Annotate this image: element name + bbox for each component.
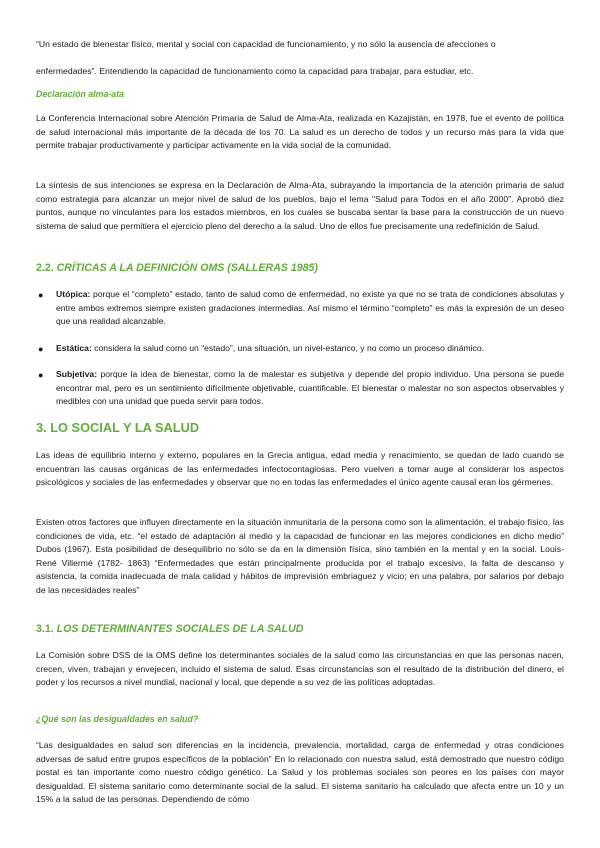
section-3-paragraph-2: Existen otros factores que influyen directamente en la situación inmunitaria de la persona como son la alimentación, el trabajo físico, las condiciones de vida, etc. “el estado de adaptación al medio y la capacidad de funcionar en las mejores condiciones en dicho medio” Dubos (1967). Esta posibilidad de desequilibrio no sólo se da en la dimensión física, sino también en la mental y en la social. Louis-René Villermé (1782- 1863) “Enfermedades que están principalmente producida por el trabajo excesivo, la falta de descanso y asistencia, la comida inadecuada de mala calidad y hábitos de imprevisión embriaguez y vicio; en una palabra, por salarios por debajo de las necesidades reales” (36, 517, 564, 595)
section-3-1-paragraph-2: “Las desigualdades en salud son diferencias en la incidencia, prevalencia, mortalidad, carga de enfermedad y otras condiciones adversas de salud entre grupos específicos de la población” En lo relacionado con nuestra salud, está demostrado que nuestro código postal es tan importante como nuestro código genético. La Salud y los problemas sociales son peores en los países con mayor desigualdad. El sistema sanitario como determinante social de la salud. El sistema sanitario ha calculado que afecta entre un 10 y un 15% a la salud de las personas. Dependiendo de cómo (36, 740, 564, 805)
section-2-2-number: 2.2. (36, 262, 54, 274)
list-item (36, 368, 564, 409)
bullet-term: Utópica: (56, 289, 91, 299)
bullet-icon: ● (38, 344, 44, 354)
section-3-1-paragraph-1: La Comisión sobre DSS de la OMS define los determinantes sociales de la salud como las circunstancias en que las personas nacen, crecen, viven, trabajan y envejecen, incluido el sistema de salud. Esas circunstancias son el resultado de la distribución del dinero, el poder y los recursos a nivel mundial, nacional y local, que depende a su vez de las políticas adoptadas. (36, 650, 564, 688)
section-3-heading: 3. LO SOCIAL Y LA SALUD (36, 420, 200, 435)
bullet-icon: ● (38, 370, 44, 380)
criticism-list (36, 288, 564, 408)
section-2-2-heading (36, 262, 564, 274)
section-3-1-title: LOS DETERMINANTES SOCIALES DE LA SALUD (56, 623, 304, 635)
who-definition-quote-line-1: “Un estado de bienestar físico, mental y social con capacidad de funcionamiento, y no sólo la ausencia de afecciones o (36, 39, 496, 49)
bullet-text: porque el “completo” estado, tanto de salud como de enfermedad, no existe ya que no se trata de condiciones absolutas y entre ambos extremos siempre existen gradaciones intermedias. Así mismo el término “completo” es más la expresión de un deseo que una realidad alcanzable. (56, 289, 564, 327)
section-2-2-title: CRÍTICAS A LA DEFINICIÓN OMS (SALLERAS 1985) (56, 262, 318, 274)
bullet-text: porque la idea de bienestar, como la de malestar es subjetiva y depende del propio individuo. Una persona se puede encontrar mal, pero es un sentimiento difícilmente objetivable, cuantificable. El bienestar o malestar no son aspectos observables y medibles con una unidad que pueda servir para todos. (56, 369, 564, 407)
list-item (36, 288, 564, 329)
section-3-paragraph-1: Las ideas de equilibrio interno y externo, populares en la Grecia antigua, edad media y renacimiento, se quedan de lado cuando se encuentran las causas orgánicas de las enfermedades infectocontagiosas. Pero vuelven a tomar auge al considerar los aspectos psicológicos y sociales de las enfermedades y observar que no en todas las enfermedades el único agente causal eran los gérmenes. (36, 450, 564, 488)
inequalities-subheading: ¿Qué son las desigualdades en salud? (36, 714, 199, 724)
alma-ata-paragraph-2: La síntesis de sus intenciones se expresa en la Declaración de Alma-Ata, subrayando la importancia de la atención primaria de salud como estrategia para alcanzar un mejor nivel de salud de los pueblos, bajo el lema "Salud para Todos en el año 2000". Aprobó diez puntos, aunque no vinculantes para los estados miembros, en los cuales se buscaba sentar la base para la construcción de un nuevo sistema de salud que permitiera el ejercicio pleno del derecho a la salud. Uno de ellos fue precisamente una redefinición de Salud. (36, 180, 564, 231)
bullet-term: Subjetiva: (56, 369, 98, 379)
bullet-icon: ● (38, 290, 44, 300)
alma-ata-paragraph-1: La Conferencia Internacional sobre Atención Primaria de Salud de Alma-Ata, realizada en Kazajistán, en 1978, fue el evento de política de salud internacional más importante de la década de los 70. La salud es un derecho de todos y un recurso más para la vida que permite trabajar productivamente y participar activamente en la vida social de la comunidad. (36, 113, 564, 151)
who-definition-quote-line-2: enfermedades”. Entendiendo la capacidad de funcionamiento como la capacidad para trabajar, para estudiar, etc. (36, 66, 474, 76)
list-item (36, 342, 564, 356)
section-3-1-number: 3.1. (36, 623, 54, 635)
section-3-1-heading (36, 623, 564, 635)
bullet-text: considera la salud como un “estado”, una situación, un nivel-estanco, y no como un proceso dinámico. (91, 343, 485, 353)
alma-ata-heading: Declaración alma-ata (36, 89, 125, 99)
bullet-term: Estática: (56, 343, 92, 353)
